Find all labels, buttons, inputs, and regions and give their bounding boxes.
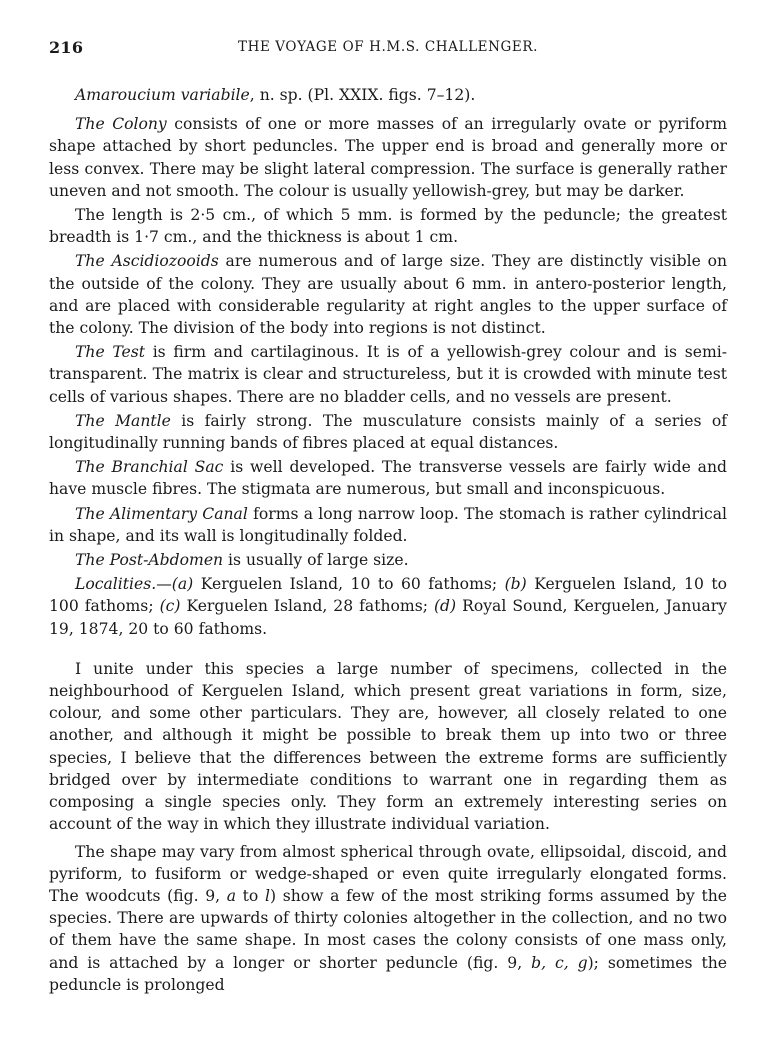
locality-a-text: Kerguelen Island, 10 to 60 fathoms;	[193, 575, 505, 594]
lead-post-abdomen: The Post-Abdomen	[75, 551, 224, 570]
lead-colony: The Colony	[75, 115, 167, 134]
paragraph-test	[49, 341, 727, 408]
lead-test: The Test	[75, 343, 146, 362]
paragraph-length	[49, 204, 727, 248]
paragraph-ascidiozooids	[49, 250, 727, 339]
text-length: The length is 2·5 cm., of which 5 mm. is formed by the peduncle; the greatest breadth is 1·7 cm., and the thickness is about 1 cm.	[49, 206, 727, 247]
fig-ref-l: l	[264, 886, 270, 905]
locality-a-label: (a)	[171, 575, 194, 594]
lead-alimentary-canal: The Alimentary Canal	[75, 504, 248, 523]
page	[49, 38, 727, 996]
paragraph-post-abdomen	[49, 549, 727, 571]
page-number: 216	[49, 38, 84, 57]
text-test: is firm and cartilaginous. It is of a yellowish-grey colour and is semi-transparent. The matrix is clear and structureless, but it is crowded with minute test cells of various shapes. There are no bladder cells, and no vessels are present.	[49, 343, 727, 406]
body-text	[49, 84, 727, 996]
shape-text-2: ) show a few of the most striking forms assumed by the species. There are upwards of thirty colonies altogether in the collection, and no two of them have the same shape. In most cases the colony consists of one mass only, and is attached by a longer or shorter peduncle (fig. 9,	[49, 886, 727, 972]
locality-d-text: Royal Sound, Kerguelen, January 19, 1874, 20 to 60 fathoms.	[49, 597, 727, 638]
locality-c-text: Kerguelen Island, 28 fathoms;	[180, 597, 434, 616]
species-heading	[49, 84, 727, 106]
shape-text-1: The shape may vary from almost spherical through ovate, ellipsoidal, discoid, and pyriform, to fusiform or wedge-shaped or even quite irregularly elongated forms. The woodcuts (fig. 9,	[49, 842, 727, 905]
locality-c-label: (c)	[159, 597, 181, 616]
species-name: Amaroucium variabile	[75, 86, 250, 104]
text-branchial-sac: is well developed. The transverse vessels are fairly wide and have muscle fibres. The stigmata are numerous, but small and inconspicuous.	[49, 458, 727, 499]
text-ascidiozooids: are numerous and of large size. They are distinctly visible on the outside of the colony. They are usually about 6 mm. in antero-posterior length, and are placed with considerable regularity at right angles to the upper surface of the colony. The division of the body into regions is not distinct.	[49, 252, 728, 338]
lead-branchial-sac: The Branchial Sac	[75, 458, 224, 477]
text-alimentary-canal: forms a long narrow loop. The stomach is rather cylindrical in shape, and its wall is longitudinally folded.	[49, 504, 728, 545]
lead-localities: Localities.	[75, 575, 157, 594]
species-suffix: , n. sp. (Pl. XXIX. figs. 7–12).	[249, 86, 476, 104]
text-post-abdomen: is usually of large size.	[223, 551, 409, 570]
fig-ref-to: to	[236, 886, 265, 905]
running-header	[49, 38, 727, 62]
paragraph-branchial-sac	[49, 456, 727, 500]
paragraph-mantle	[49, 410, 727, 454]
paragraph-alimentary-canal	[49, 503, 727, 547]
running-title: THE VOYAGE OF H.M.S. CHALLENGER.	[237, 39, 539, 55]
locality-d-label: (d)	[433, 597, 457, 616]
lead-ascidiozooids: The Ascidiozooids	[75, 252, 219, 271]
locality-b-label: (b)	[504, 575, 527, 594]
fig-ref-bcg: b, c, g	[531, 953, 588, 972]
paragraph-shape	[49, 841, 727, 996]
locality-b-text: Kerguelen Island, 10 to 100 fathoms;	[49, 575, 727, 616]
paragraph-colony	[49, 113, 727, 202]
paragraph-discussion: I unite under this species a large number of specimens, collected in the neighbourhood of Kerguelen Island, which present great variations in form, size, colour, and some other particulars. They are, however, all closely related to one another, and although it might be possible to break them up into two or three species, I believe that the differences between the extreme forms are sufficiently bridged over by intermediate conditions to warrant one in regarding them as composing a single species only. They form an extremely interesting series on account of the way in which they illustrate individual variation.	[49, 659, 727, 834]
text-colony: consists of one or more masses of an irregularly ovate or pyriform shape attached by short peduncles. The upper end is broad and generally more or less convex. There may be slight lateral compression. The surface is generally rather uneven and not smooth. The colour is usually yellowish-grey, but may be darker.	[49, 115, 727, 200]
paragraph-localities: Localities.—(a) Kerguelen Island, 10 to 60 fathoms; (b) Kerguelen Island, 10 to 100 fathoms; (c) Kerguelen Island, 28 fathoms; (d) Royal Sound, Kerguelen, January 19, 1874, 20 to 60 fathoms.	[49, 575, 727, 638]
lead-mantle: The Mantle	[75, 411, 171, 430]
text-mantle: is fairly strong. The musculature consists mainly of a series of longitudinally running bands of fibres placed at equal distances.	[49, 411, 727, 453]
fig-ref-a: a	[226, 886, 237, 905]
shape-text-3: ); sometimes the peduncle is prolonged	[49, 953, 727, 994]
